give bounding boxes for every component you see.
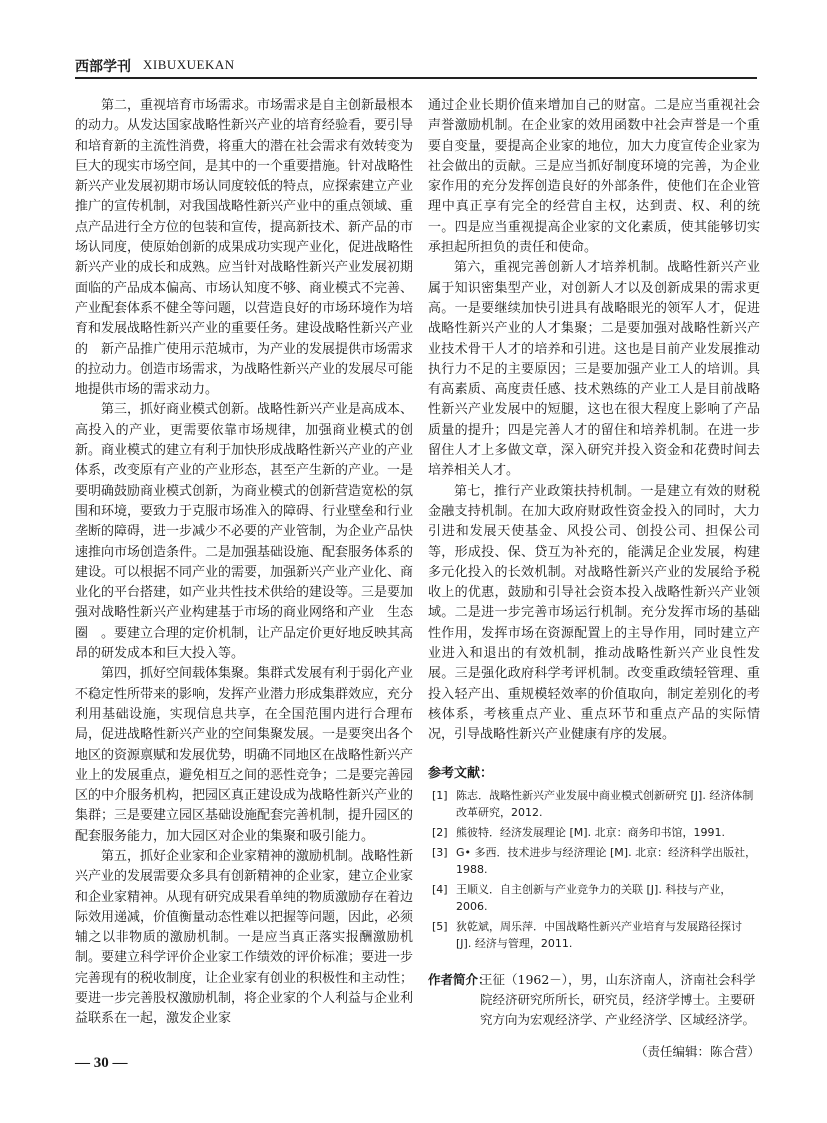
reference-text: 陈志．战略性新兴产业发展中商业模式创新研究 [J]. 经济体制改革研究，2012. <box>456 788 754 819</box>
header-rule <box>75 77 757 79</box>
reference-text: 狄乾斌，周乐萍．中国战略性新兴产业培育与发展路径探讨 [J]. 经济与管理，2011. <box>456 919 742 950</box>
references-title: 参考文献： <box>428 765 494 781</box>
editor-note: （责任编辑：陈合营） <box>634 1043 760 1059</box>
reference-item <box>428 824 760 841</box>
reference-item <box>428 844 760 878</box>
journal-title-cn: 西部学刊 <box>75 59 131 75</box>
reference-number: [2] <box>432 825 448 839</box>
left-column <box>75 96 413 1030</box>
reference-number: [4] <box>432 882 448 896</box>
paragraph-talent-training: 第六，重视完善创新人才培养机制。战略性新兴产业属于知识密集型产业，对创新人才以及创新成果的需求更高。一是要继续加快引进具有战略眼光的领军人才，促进战略性新兴产业的人才集聚；二是要加强对战略性新兴产业技术骨干人才的培养和引进。这也是目前产业发展推动执行力不足的主要原因；三是要加强产业工人的培训。具有高素质、高度责任感、技术熟练的产业工人是目前战略性新兴产业发展中的短腿，这也在很大程度上影响了产品质量的提升；四是完善人才的留住和培养机制。在进一步留住人才上多做文章，深入研究并投入资金和花费时间去培养相关人才。 <box>428 260 760 479</box>
journal-title-en: XIBUXUEKAN <box>143 57 235 72</box>
reference-number: [1] <box>432 788 448 802</box>
reference-number: [3] <box>432 845 448 859</box>
page-number: — 30 — <box>75 1055 128 1071</box>
paragraph-business-model: 第三，抓好商业模式创新。战略性新兴产业是高成本、高投入的产业，更需要依靠市场规律，加强商业模式的创新。商业模式的建立有利于加快形成战略性新兴产业的产业体系，改变原有产业的产业形态，甚至产生新的产业。一是要明确鼓励商业模式创新，为商业模式的创新营造宽松的氛围和环境，要致力于克服市场准入的障碍、行业壁垒和行业垄断的障碍，进一步减少不必要的产业管制，为企业产品快速推向市场创造条件。二是加强基础设施、配套服务体系的建设。可以根据不同产业的需要，加强新兴产业产业化、商业化的平台搭建，如产业共性技术供给的建设等。三是要加强对战略性新兴产业构建基于市场的商业网络和产业 生态圈 。要建立合理的定价机制，让产品定价更好地反映其高昂的研发成本和巨大投入等。 <box>75 402 414 662</box>
paragraph-policy-support: 第七，推行产业政策扶持机制。一是建立有效的财税金融支持机制。在加大政府财政性资金投入的同时，大力引进和发展天使基金、风投公司、创投公司、担保公司等，形成投、保、贷互为补充的，能满足企业发展，构建多元化投入的长效机制。对战略性新兴产业的发展给予税收上的优惠，鼓励和引导社会资本投入战略性新兴产业领域。二是进一步完善市场运行机制。充分发挥市场的基础性作用，发挥市场在资源配置上的主导作用，同时建立产业进入和退出的有效机制，推动战略性新兴产业良性发展。三是强化政府科学考评机制。改变重政绩轻管理、重投入轻产出、重规模轻效率的价值取向，制定差别化的考核体系，考核重点产业、重点环节和重点产品的实际情况，引导战略性新兴产业健康有序的发展。 <box>428 483 760 743</box>
reference-item <box>428 881 760 915</box>
reference-number: [5] <box>432 919 448 933</box>
paragraph-market-demand: 第二，重视培育市场需求。市场需求是自主创新最根本的动力。从发达国家战略性新兴产业的培育经验看，要引导和培育新的主流性消费，将重大的潜在社会需求有效转变为巨大的现实市场空间，是其中的一个重要措施。针对战略性新兴产业发展初期市场认同度较低的特点，应探索建立产业推广的宣传机制，对我国战略性新兴产业中的重点领域、重点产品进行全方位的包装和宣传，提高新技术、新产品的市场认同度，使原始创新的成果成功实现产业化，促进战略性新兴产业的成长和成熟。应当针对战略性新兴产业发展初期面临的产品成本偏高、市场认知度不够、商业模式不完善、产业配套体系不健全等问题，以营造良好的市场环境作为培育和发展战略性新兴产业的重要任务。建设战略性新兴产业的 新产品推广使用示范城市，为产业的发展提供市场需求的拉动力。创造市场需求，为战略性新兴产业的发展尽可能地提供市场的需求动力。 <box>75 98 414 398</box>
paragraph-entrepreneur-incentive: 第五，抓好企业家和企业家精神的激励机制。战略性新兴产业的发展需要众多具有创新精神的企业家，建立企业家和企业家精神。从现有研究成果看单纯的物质激励存在着边际效用递减，价值衡量动态性难以把握等问题，因此，必须辅之以非物质的激励机制。一是应当真正落实报酬激励机制。要建立科学评价企业家工作绩效的评价标准；要进一步完善现有的税收制度，让企业家有创业的积极性和主动性；要进一步完善股权激励机制，将企业家的个人利益与企业利益联系在一起，激发企业家 <box>75 848 414 1027</box>
author-bio <box>428 970 760 1030</box>
paragraph-entrepreneur-continued: 通过企业长期价值来增加自己的财富。二是应当重视社会声誉激励机制。在企业家的效用函数中社会声誉是一个重要自变量，要提高企业家的地位，加大力度宣传企业家为社会做出的贡献。三是应当抓好制度环境的完善，为企业家作用的充分发挥创造良好的外部条件，使他们在企业管理中真正享有完全的经营自主权，达到责、权、利的统一。四是应当重视提高企业家的文化素质，使其能够切实承担起所担负的责任和使命。 <box>428 98 760 256</box>
paragraph-spatial-cluster: 第四，抓好空间载体集聚。集群式发展有利于弱化产业不稳定性所带来的影响，发挥产业潜力形成集群效应，充分利用基础设施，实现信息共享，在全国范围内进行合理布局，促进战略性新兴产业的空间集聚发展。一是要突出各个地区的资源禀赋和发展优势，明确不同地区在战略性新兴产业上的发展重点，避免相互之间的恶性竞争；二是要完善园区的中介服务机构，把园区真正建设成为战略性新兴产业的集群；三是要建立园区基础设施配套完善机制，提升园区的配套服务能力，加大园区对企业的集聚和吸引能力。 <box>75 666 414 844</box>
author-bio-label: 作者简介： <box>428 971 491 987</box>
reference-text: 熊彼特．经济发展理论 [M]. 北京：商务印书馆，1991. <box>456 825 726 839</box>
reference-text: 王顺义．自主创新与产业竞争力的关联 [J]. 科技与产业，2006. <box>456 882 732 913</box>
page-header <box>75 56 757 78</box>
right-column <box>428 96 760 1060</box>
reference-text: G• 多西．技术进步与经济理论 [M]. 北京：经济科学出版社，1988. <box>456 845 757 876</box>
author-bio-text: 王征（1962－），男，山东济南人，济南社会科学院经济研究所所长，研究员，经济学博士。主要研究方向为宏观经济学、产业经济学、区域经济学。 <box>480 971 756 1027</box>
reference-item <box>428 918 760 952</box>
references-list <box>428 787 760 952</box>
reference-item <box>428 787 760 821</box>
